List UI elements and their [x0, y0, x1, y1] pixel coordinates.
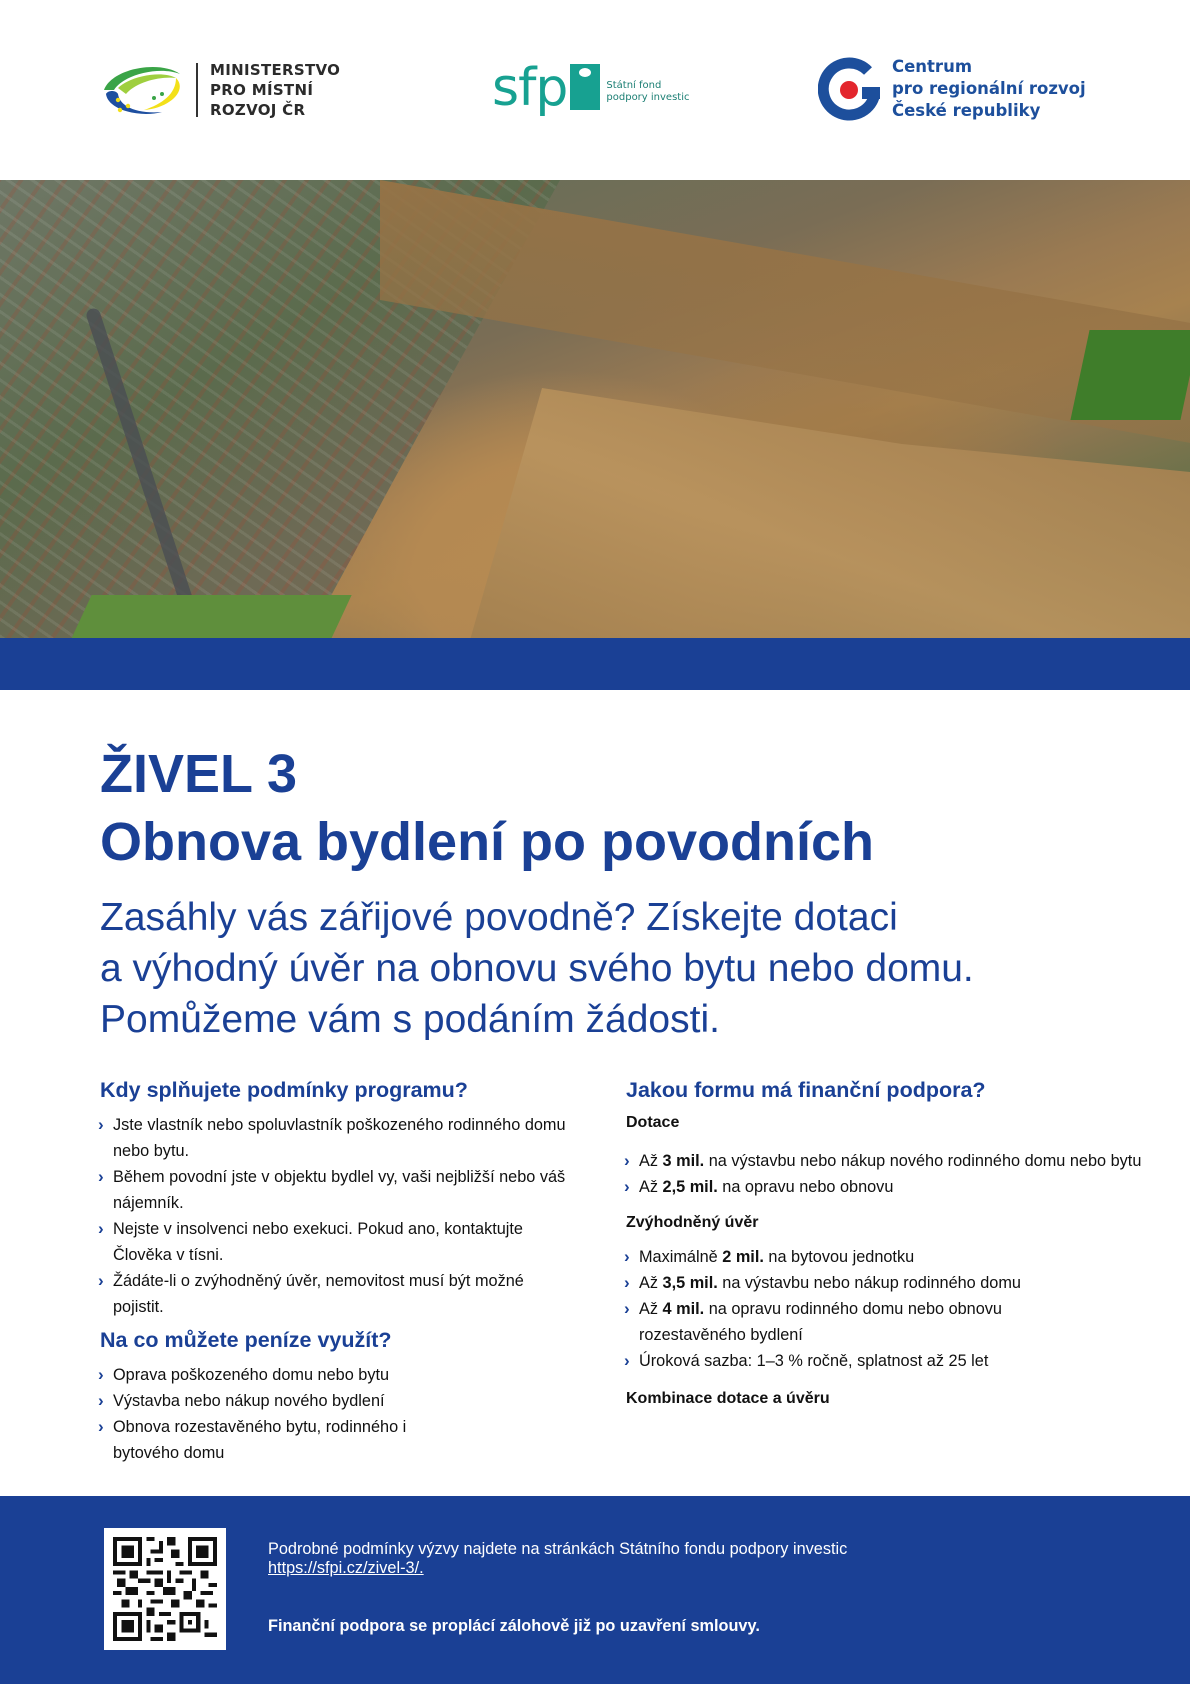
chevron-right-icon: › — [98, 1391, 104, 1410]
mmr-line: ROZVOJ ČR — [210, 101, 306, 119]
item-prefix: Maximálně — [639, 1248, 723, 1266]
combination-heading: Kombinace dotace a úvěru — [626, 1390, 830, 1407]
chevron-right-icon: › — [98, 1365, 104, 1384]
list-item — [100, 1164, 570, 1216]
loan-list — [626, 1244, 1146, 1374]
item-amount: 2,5 mil. — [662, 1178, 718, 1196]
item-prefix: Až — [639, 1178, 663, 1196]
logo-sfpi — [492, 58, 690, 118]
right-column — [626, 1076, 1146, 1410]
blue-band-divider — [0, 638, 1190, 690]
list-item-text: Oprava poškozeného domu nebo bytu — [113, 1366, 390, 1384]
grant-heading: Dotace — [626, 1114, 680, 1131]
item-amount: 4 mil. — [662, 1300, 705, 1318]
conditions-list — [100, 1112, 570, 1320]
list-item — [626, 1148, 1146, 1174]
left-column — [100, 1076, 570, 1466]
list-item — [626, 1174, 1146, 1200]
logo-divider — [196, 63, 198, 117]
logo-header — [0, 0, 1190, 180]
hero-flood-photo — [0, 180, 1190, 638]
item-prefix: Až — [639, 1300, 663, 1318]
item-amount: 3 mil. — [662, 1152, 705, 1170]
page-title — [100, 740, 874, 876]
crr-line: pro regionální rozvoj — [892, 79, 1086, 98]
footer-info-text: Podrobné podmínky výzvy najdete na stránkách Státního fondu podpory investic — [268, 1540, 848, 1558]
item-amount: 2 mil. — [722, 1248, 764, 1266]
chevron-right-icon: › — [624, 1151, 630, 1170]
list-item — [100, 1388, 570, 1414]
chevron-right-icon: › — [624, 1177, 630, 1196]
list-item — [626, 1348, 1146, 1374]
conditions-heading: Kdy splňujete podmínky programu? — [100, 1078, 468, 1102]
sfpi-sub-line: Státní fond — [606, 80, 662, 91]
item-prefix: Až — [639, 1152, 663, 1170]
list-item-text: Výstavba nebo nákup nového bydlení — [113, 1392, 385, 1410]
grant-list — [626, 1148, 1146, 1200]
crr-c-mark-icon — [818, 57, 882, 121]
list-item — [100, 1414, 430, 1466]
photo-stadium-field — [1070, 330, 1190, 420]
mmr-line: MINISTERSTVO — [210, 61, 341, 79]
item-rest: na opravu nebo obnovu — [717, 1178, 894, 1196]
mmr-logo-text — [210, 60, 340, 120]
chevron-right-icon: › — [98, 1167, 104, 1186]
item-rest: na bytovou jednotku — [763, 1248, 915, 1266]
list-item-text: Nejste v insolvenci nebo exekuci. Pokud ano, kontaktujte Člověka v tísni. — [113, 1220, 523, 1264]
chevron-right-icon: › — [624, 1299, 630, 1318]
crr-line: České republiky — [892, 101, 1041, 120]
list-item — [626, 1244, 1146, 1270]
chevron-right-icon: › — [624, 1247, 630, 1266]
list-item-text: Jste vlastník nebo spoluvlastník poškozeného rodinného domu nebo bytu. — [113, 1116, 566, 1160]
list-item-text: Obnova rozestavěného bytu, rodinného i bytového domu — [113, 1418, 407, 1462]
footer-payment-note: Finanční podpora se proplácí zálohově již po uzavření smlouvy. — [268, 1617, 760, 1635]
lead-line: a výhodný úvěr na obnovu svého bytu nebo domu. — [100, 947, 974, 990]
list-item — [100, 1362, 570, 1388]
support-heading: Jakou formu má finanční podpora? — [626, 1078, 986, 1102]
logo-crr — [818, 56, 1086, 122]
chevron-right-icon: › — [624, 1351, 630, 1370]
lead-text — [100, 892, 1110, 1045]
usage-list — [100, 1362, 570, 1466]
photo-grass — [68, 595, 351, 638]
chevron-right-icon: › — [98, 1417, 104, 1436]
usage-heading: Na co můžete peníze využít? — [100, 1328, 392, 1352]
list-item — [100, 1112, 570, 1164]
list-item — [626, 1296, 1046, 1348]
list-item-text: Žádáte-li o zvýhodněný úvěr, nemovitost musí být možné pojistit. — [113, 1272, 524, 1316]
qr-code-icon[interactable] — [104, 1528, 226, 1650]
item-amount: 3,5 mil. — [662, 1274, 718, 1292]
item-rest: na výstavbu nebo nákup nového rodinného domu nebo bytu — [704, 1152, 1142, 1170]
list-item — [100, 1216, 570, 1268]
crr-line: Centrum — [892, 57, 973, 76]
chevron-right-icon: › — [98, 1271, 104, 1290]
qr-code-graphic — [113, 1537, 217, 1641]
logo-ministry-regional-development — [100, 60, 340, 120]
chevron-right-icon: › — [98, 1219, 104, 1238]
footer — [0, 1496, 1190, 1684]
list-item — [626, 1270, 1146, 1296]
chevron-right-icon: › — [98, 1115, 104, 1134]
list-item-text: Během povodní jste v objektu bydlel vy, vaši nejbližší nebo váš nájemník. — [113, 1168, 566, 1212]
sfpi-link[interactable]: https://sfpi.cz/zivel-3/. — [268, 1559, 424, 1577]
mmr-line: PRO MÍSTNÍ — [210, 81, 314, 99]
sfpi-i-block-icon — [570, 64, 600, 110]
sfpi-subtitle — [606, 80, 689, 104]
lead-line: Pomůžeme vám s podáním žádosti. — [100, 998, 720, 1041]
item-prefix: Úroková sazba: 1–3 % ročně, splatnost až 25 let — [639, 1352, 989, 1370]
chevron-right-icon: › — [624, 1273, 630, 1292]
list-item — [100, 1268, 570, 1320]
crr-logo-text — [892, 56, 1086, 122]
footer-info — [268, 1540, 847, 1578]
lead-line: Zasáhly vás zářijové povodně? Získejte dotaci — [100, 896, 898, 939]
sfpi-wordmark: sfp — [492, 58, 568, 118]
title-program-name: ŽIVEL 3 — [100, 744, 298, 804]
item-prefix: Až — [639, 1274, 663, 1292]
mmr-emblem-icon — [100, 60, 186, 120]
item-rest: na opravu rodinného domu nebo obnovu rozestavěného bydlení — [639, 1300, 1002, 1344]
loan-heading: Zvýhodněný úvěr — [626, 1214, 759, 1231]
item-rest: na výstavbu nebo nákup rodinného domu — [717, 1274, 1021, 1292]
title-program-subtitle: Obnova bydlení po povodních — [100, 812, 875, 872]
photo-river — [380, 180, 1190, 445]
sfpi-sub-line: podpory investic — [606, 92, 690, 103]
